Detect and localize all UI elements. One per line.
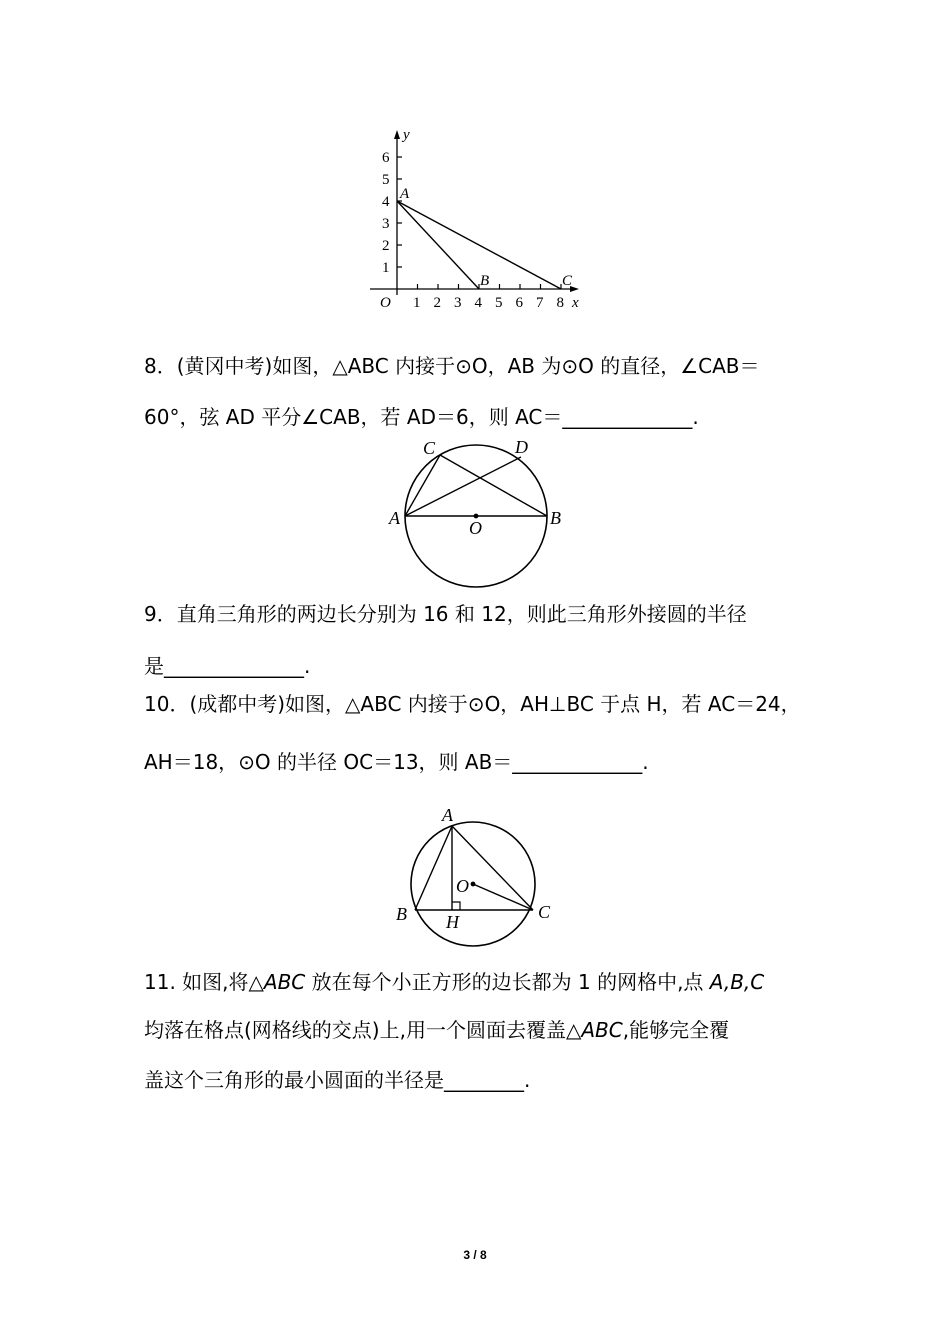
q11-text-1a: 11. 如图,将△ <box>144 970 264 994</box>
q11-text-2c: ,能够完全覆 <box>622 1018 730 1042</box>
label-d: D <box>515 437 528 457</box>
q10-line-1: 10．(成都中考)如图，△ABC 内接于⊙O，AH⊥BC 于点 H，若 AC＝24， <box>144 692 801 716</box>
label-c: C <box>538 902 551 922</box>
y-tick-5: 5 <box>382 172 390 188</box>
label-a: A <box>389 508 400 528</box>
page-number: 3 / 8 <box>463 1248 487 1262</box>
label-h: H <box>446 912 459 932</box>
y-tick-3: 3 <box>382 216 390 232</box>
q11-text-1c: 放在每个小正方形的边长都为 1 的网格中,点 <box>305 970 710 994</box>
circle-figure-q10 <box>390 800 570 960</box>
q10-line-2: AH＝18，⊙O 的半径 OC＝13，则 AB＝_____________. <box>144 750 649 774</box>
x-tick-7: 7 <box>536 295 544 311</box>
q11-line-3: 盖这个三角形的最小圆面的半径是________. <box>144 1068 531 1092</box>
q11-line-1 <box>144 968 764 996</box>
label-o: O <box>469 518 482 538</box>
chord-cb <box>440 455 547 516</box>
radius-oc <box>473 884 533 910</box>
q9-line-1: 9．直角三角形的两边长分别为 16 和 12，则此三角形外接圆的半径 <box>144 602 747 626</box>
y-tick-2: 2 <box>382 238 390 254</box>
q11-text-1b: ABC <box>263 970 306 994</box>
label-b: B <box>550 508 561 528</box>
x-tick-6: 6 <box>515 295 523 311</box>
q9-line-2: 是______________. <box>144 654 311 678</box>
y-axis-label: y <box>403 127 410 143</box>
label-c: C <box>423 438 436 458</box>
label-a: A <box>442 805 453 825</box>
y-tick-6: 6 <box>382 150 390 166</box>
x-axis-label: x <box>572 295 579 311</box>
x-tick-8: 8 <box>556 295 564 311</box>
side-ac <box>452 826 533 910</box>
label-o: O <box>456 876 469 896</box>
y-axis-arrow <box>394 130 400 139</box>
segment-ab <box>397 201 479 289</box>
side-ab <box>415 826 452 910</box>
q11-text-2b: ABC <box>581 1018 623 1042</box>
circle-figure-q8 <box>385 432 575 592</box>
segment-ac <box>397 201 561 289</box>
x-tick-1: 1 <box>413 295 421 311</box>
point-b-label: B <box>480 273 490 289</box>
label-b: B <box>396 904 407 924</box>
x-tick-5: 5 <box>495 295 503 311</box>
y-tick-1: 1 <box>382 260 390 276</box>
q11-text-2a: 均落在格点(网格线的交点)上,用一个圆面去覆盖△ <box>144 1018 582 1042</box>
q11-text-1d: A,B,C <box>709 970 765 994</box>
coordinate-figure <box>360 125 600 315</box>
x-tick-4: 4 <box>474 295 482 311</box>
center-dot <box>471 882 476 887</box>
point-a-label: A <box>400 186 410 202</box>
point-c-label: C <box>562 273 573 289</box>
x-tick-3: 3 <box>454 295 462 311</box>
q8-line-2: 60°，弦 AD 平分∠CAB，若 AD＝6，则 AC＝_____________. <box>144 405 699 429</box>
y-tick-4: 4 <box>382 194 390 210</box>
q8-line-1: 8．(黄冈中考)如图，△ABC 内接于⊙O，AB 为⊙O 的直径，∠CAB＝ <box>144 354 760 378</box>
right-angle-mark <box>452 902 460 910</box>
origin-label: O <box>380 295 391 311</box>
x-tick-2: 2 <box>433 295 441 311</box>
q11-line-2 <box>144 1016 729 1044</box>
